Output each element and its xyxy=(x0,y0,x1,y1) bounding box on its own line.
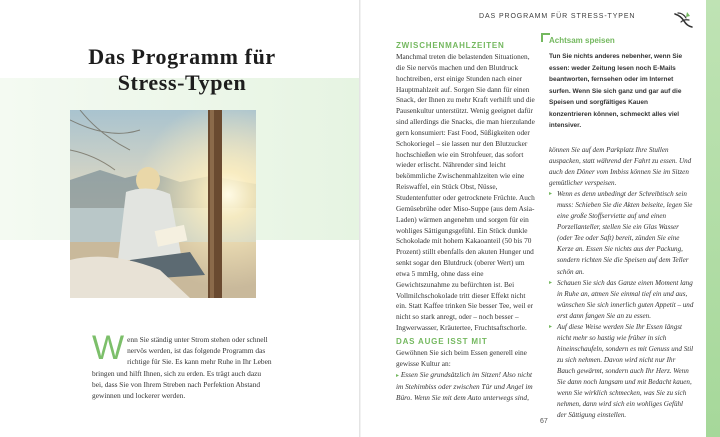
section-text-auge: Gewöhnen Sie sich beim Essen generell eine gewisse Kultur an: xyxy=(396,348,527,368)
tip-text: Tun Sie nichts anderes nebenher, wenn Sie essen: weder Zeitung lesen noch E-Mails beantworten, fernsehen oder im Internet surfen. Wenn Sie sich ganz und gar auf die Speisen und sorgfältiges Kauen konzentrieren können, schmeckt alles viel intensiver. xyxy=(549,53,683,129)
section-heading-zwischenmahlzeiten: ZWISCHENMAHLZEITEN xyxy=(396,41,505,50)
list-item xyxy=(396,370,536,404)
chapter-photo xyxy=(70,110,256,298)
section-heading-auge: DAS AUGE ISST MIT xyxy=(396,337,488,346)
tip-title: Achtsam speisen xyxy=(549,36,615,45)
intro-paragraph xyxy=(92,329,272,401)
book-logo-icon xyxy=(672,10,694,30)
running-head: DAS PROGRAMM FÜR STRESS-TYPEN xyxy=(479,13,636,20)
page-gutter xyxy=(359,0,361,437)
intro-text: enn Sie ständig unter Strom stehen oder schnell nervös werden, ist das folgende Programm das richtige für Sie. Es kann mehr Ruhe in Ihr Leben bringen und hilft Ihnen, sich zu erden. Es trägt auch dazu bei, dass Sie von Ihrem Streben nach Perfektion Abstand gewinnen und lockerer werden. xyxy=(92,335,272,401)
page-edge-strip xyxy=(706,0,720,437)
list-item: ▸ Auf diese Weise werden Sie Ihr Essen längst nicht mehr so hastig wie früher in sich hineinschaufeln, sondern es mit Genuss und Stil zu sich nehmen. Davon wird nicht nur Ihr Bauch gewärmt, sondern auch Ihr Herz. Wenn Sie dann noch langsam und mit Bedacht kauen, wenn Sie wirklich schmecken, was Sie zu sich nehmen, dann wird sich ein wohliges Gefühl der Sättigung einstellen. xyxy=(549,322,694,421)
page-number: 67 xyxy=(540,418,548,425)
bullet-arrow-icon: ▸ xyxy=(396,373,400,379)
list-item: können Sie auf dem Parkplatz Ihre Stullen auspacken, statt während der Fahrt zu essen. Und auch den Döner vom Imbiss können Sie im Sitzen gemütlicher verspeisen. xyxy=(549,146,692,188)
chapter-title: Das Programm für Stress-Typen xyxy=(88,44,276,95)
list-item: ▸ Schauen Sie sich das Ganze einen Moment lang in Ruhe an, atmen Sie einmal tief ein und aus, wünschen Sie sich innerlich guten Appetit – und erst dann fangen Sie an zu essen. xyxy=(549,278,694,322)
list-item: ▸ Wenn es denn unbedingt der Schreibtisch sein muss: Schieben Sie die Akten beiseite, legen Sie eine große Stoffserviette auf und einen Porzellanteller, stellen Sie ein Glas Wasser (oder Tee oder Saft) bereit, zünden Sie eine Kerze an. Essen Sie nichts aus der Packung, sondern richten Sie die Speisen auf dem Teller schön an. xyxy=(549,189,694,277)
list-item-text: Essen Sie grundsätzlich im Sitzen! Also nicht im Stehimbiss oder zwischen Tür und Angel im Büro. Wenn Sie mit dem Auto unterwegs sind, xyxy=(396,370,533,402)
col2-list xyxy=(549,145,694,421)
drop-cap: W xyxy=(92,329,125,367)
section-text-zwischenmahlzeiten: Manchmal treten die belastenden Situationen, die Sie nervös machen und den Blutdruck hochtreiben, erst einige Stunden nach einer Hauptmahlzeit auf. Sorgen Sie dann für einen Snack, der Ihnen zu mehr Kraft verhilft und die Pausenkultur unterstützt. Wenig geeignet dafür sind allerdings die Snacks, die man hierzulande gern konsumiert: Fast Food, Süßigkeiten oder Schokoriegel – sie lassen nur den Blutzucker hochschießen wie ein Strohfeuer, das sofort wieder erlischt. Nährender sind leicht bekömmliche Zwischenmahlzeiten wie eine Reiswaffel, ein Stück Obst, Nüsse, Studentenfutter oder getrocknete Früchte. Auch Gemüsebrühe oder Miso-Suppe (aus dem Asia-Laden) wärmen angenehm und sorgen für ein wohliges Sättigungsgefühl. Ein Stück dunkle Schokolade mit hohem Kakaoanteil (50 bis 70 Prozent) stillt ebenfalls den akuten Hunger und senkt sogar den Blutdruck (oberer Wert) um etwa 5 mmHg, ohne dass eine Gewichtszunahme zu befürchten ist. Bei Vollmilchschokolade tritt dieser Effekt nicht ein. Statt Kaffee trinken Sie besser Tee, weil er nicht so stark anregt, oder – noch besser – Ingwerwasser, Kräutertee, Fruchtsaftschorle. xyxy=(396,52,535,333)
